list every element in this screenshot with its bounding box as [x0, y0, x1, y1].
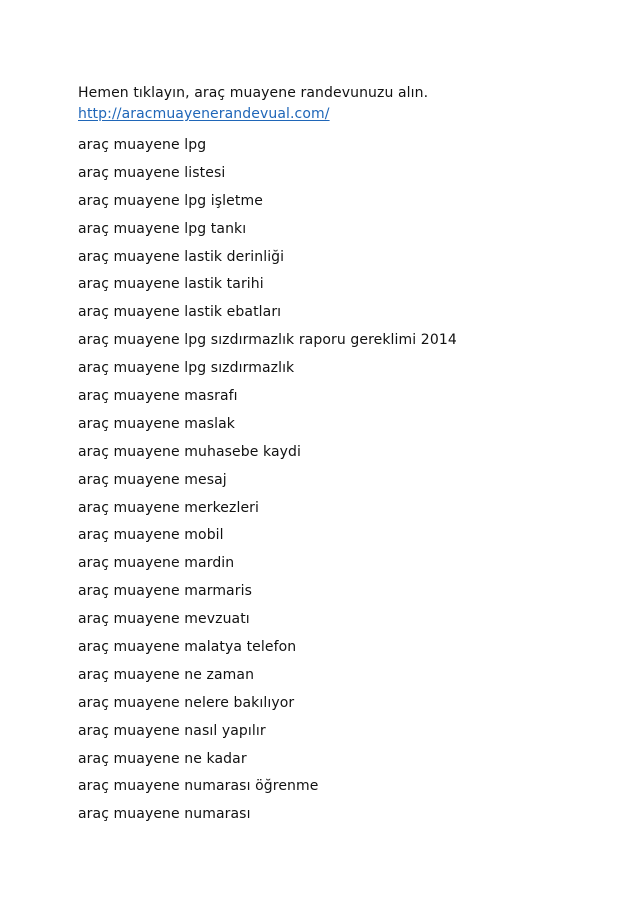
keyword-list	[78, 132, 598, 829]
list-item: araç muayene ne zaman	[78, 666, 255, 683]
list-item: araç muayene lpg	[78, 137, 207, 153]
list-item: araç muayene mobil	[78, 527, 224, 544]
list-item: araç muayene masrafı	[78, 388, 238, 405]
list-item: araç muayene lpg tankı	[78, 220, 247, 237]
list-item: araç muayene mesaj	[78, 471, 227, 488]
list-item: araç muayene merkezleri	[78, 499, 260, 516]
list-item: araç muayene nelere bakılıyor	[78, 694, 295, 711]
list-item: araç muayene numarası öğrenme	[78, 778, 319, 795]
list-item: araç muayene listesi	[78, 164, 226, 181]
list-item: araç muayene ne kadar	[78, 750, 247, 767]
list-item: araç muayene marmaris	[78, 583, 252, 600]
list-item: araç muayene lastik derinliği	[78, 248, 285, 265]
list-item: araç muayene malatya telefon	[78, 639, 297, 656]
list-item: araç muayene lastik tarihi	[78, 276, 264, 293]
list-item: araç muayene nasıl yapılır	[78, 722, 266, 739]
appointment-link[interactable]: http://aracmuayenerandevual.com/	[78, 106, 330, 122]
list-item: araç muayene lpg sızdırmazlık	[78, 360, 295, 377]
intro-text: Hemen tıklayın, araç muayene randevunuzu alın.	[78, 85, 429, 101]
document-content	[78, 84, 598, 829]
list-item: araç muayene mardin	[78, 555, 235, 572]
list-item: araç muayene mevzuatı	[78, 611, 250, 628]
list-item: araç muayene lpg sızdırmazlık raporu gereklimi 2014	[78, 332, 457, 349]
list-item: araç muayene maslak	[78, 415, 235, 432]
list-item: araç muayene lpg işletme	[78, 192, 263, 209]
list-item: araç muayene lastik ebatları	[78, 304, 282, 321]
list-item: araç muayene numarası	[78, 806, 251, 823]
list-item: araç muayene muhasebe kaydi	[78, 443, 302, 460]
